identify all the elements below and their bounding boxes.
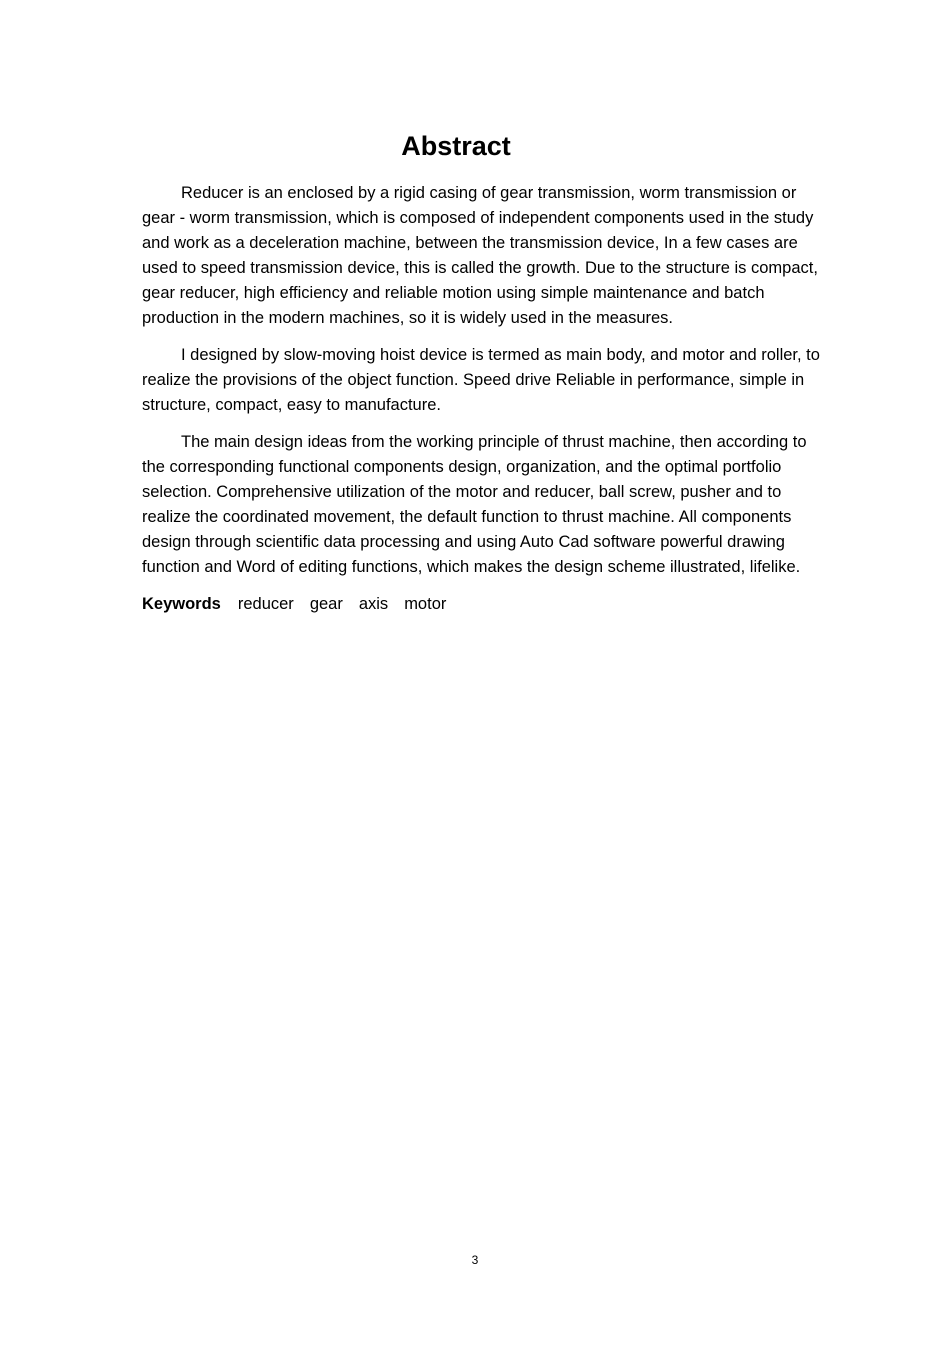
- keywords-label: Keywords: [142, 595, 221, 613]
- keywords-line: [142, 592, 822, 617]
- page-number: 3: [471, 1253, 479, 1267]
- keyword: gear: [309, 595, 343, 613]
- abstract-paragraph-2: I designed by slow-moving hoist device is termed as main body, and motor and roller, to realize the provisions of the object function. Speed drive Reliable in performance, simple in structure, compact, easy to manufacture.: [142, 346, 820, 414]
- abstract-paragraph-1: Reducer is an enclosed by a rigid casing of gear transmission, worm transmission or gear - worm transmission, which is composed of independent components used in the study and work as a deceleration machine, between the transmission device, In a few cases are used to speed transmission device, this is called the growth. Due to the structure is compact, gear reducer, high efficiency and reliable motion using simple maintenance and batch production in the modern machines, so it is widely used in the measures.: [142, 184, 818, 327]
- keyword: motor: [404, 595, 447, 613]
- keyword: reducer: [237, 595, 294, 613]
- abstract-title: Abstract: [401, 131, 511, 161]
- abstract-paragraph-3: The main design ideas from the working principle of thrust machine, then according to the corresponding functional components design, organization, and the optimal portfolio selection. Comprehensive utilization of the motor and reducer, ball screw, pusher and to realize the coordinated movement, the default function to thrust machine. All components design through scientific data processing and using Auto Cad software powerful drawing function and Word of editing functions, which makes the design scheme illustrated, lifelike.: [142, 433, 807, 576]
- keyword: axis: [358, 595, 389, 613]
- abstract-body: [142, 181, 822, 617]
